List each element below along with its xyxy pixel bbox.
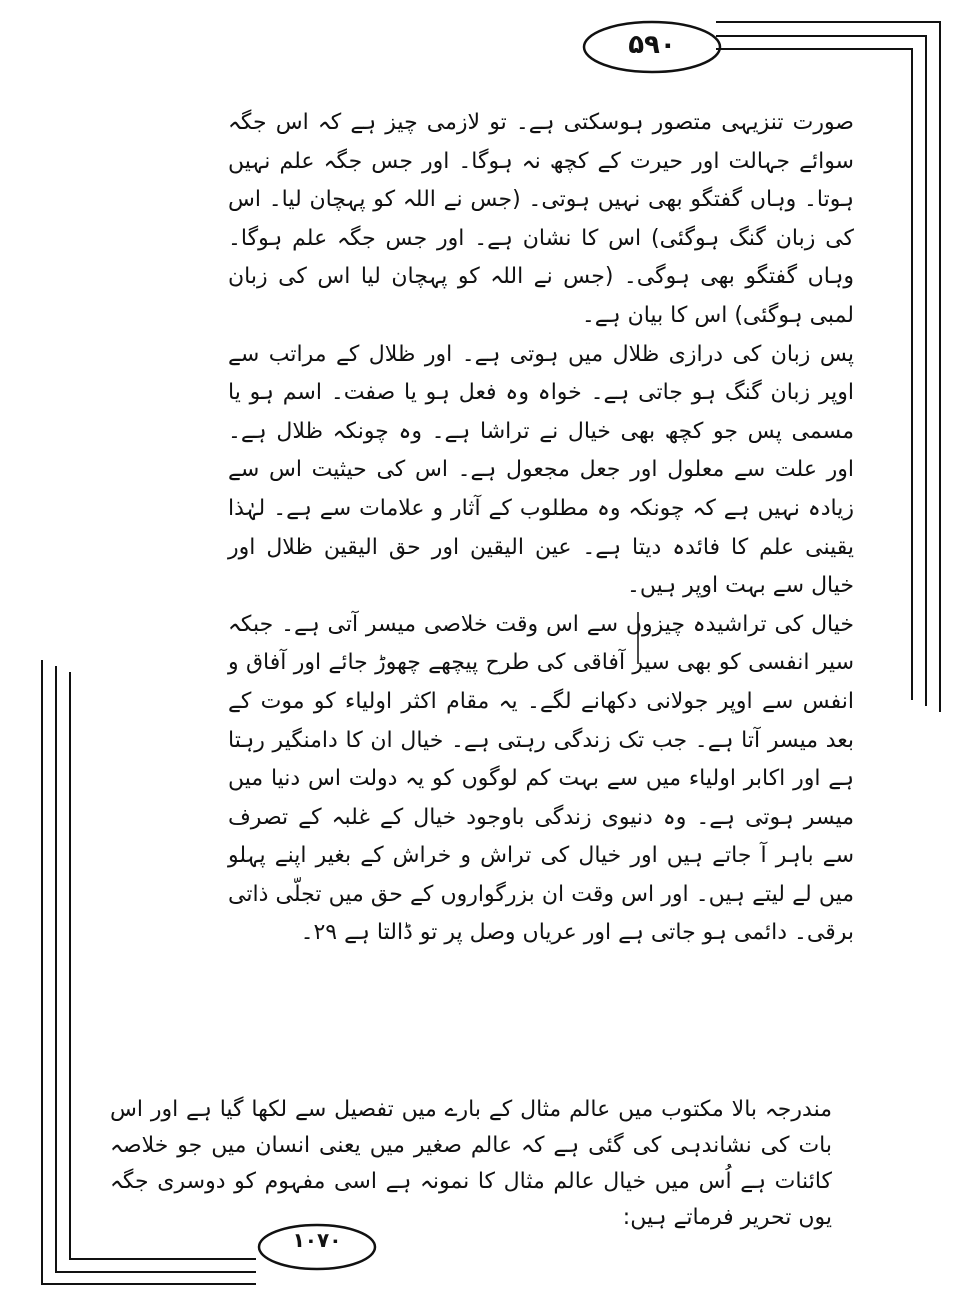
commentary-text-block bbox=[110, 1092, 832, 1236]
paragraph: خیال کی تراشیدہ چیزوں سے اس وقت خلاصی میسر آتی ہے۔ جبکہ سیر انفسی کو بھی سیر آفاقی کی طرح پیچھے چھوڑ جائے اور آفاق و انفس سے اوپر جولانی دکھانے لگے۔ یہ مقام اکثر اولیاء کو موت کے بعد میسر آتا ہے۔ جب تک زندگی رہتی ہے۔ خیال ان کا دامنگیر رہتا ہے اور اکابر اولیاء میں سے بہت کم لوگوں کو یہ دولت اس دنیا میں میسر ہوتی ہے۔ وہ دنیوی زندگی باوجود خیال کے غلبہ کے تصرف سے باہر آ جاتے ہیں اور خیال کی تراش و خراش کے بغیر اپنے پہلو میں لے لیتے ہیں۔ اور اس وقت ان بزرگواروں کے حق میں تجلّی ذاتی برقی۔ دائمی ہو جاتی ہے اور عریاں وصل پر تو ڈالتا ہے ۲۹۔ bbox=[228, 611, 854, 946]
page-number-top: ۵۹۰ bbox=[628, 30, 676, 60]
paragraph: صورت تنزیہی متصور ہوسکتی ہے۔ تو لازمی چیز ہے کہ اس جگہ سوائے جہالت اور حیرت کے کچھ نہ ہوگا۔ اور جس جگہ علم نہیں ہوتا۔ وہاں گفتگو بھی نہیں ہوتی۔ (جس نے اللہ کو پہچان لیا۔ اس کی زبان گنگ ہوگئی) اس کا نشان ہے۔ اور جس جگہ علم ہوگا۔ وہاں گفتگو بھی ہوگی۔ (جس نے اللہ کو پہچان لیا اس کی زبان لمبی ہوگئی) اس کا بیان ہے۔ bbox=[228, 110, 854, 328]
paragraph: مندرجہ بالا مکتوب میں عالم مثال کے بارے میں تفصیل سے لکھا گیا ہے اور اس بات کی نشاندہی کی گئی ہے کہ عالم صغیر میں یعنی انسان میں جو خلاصہ کائنات ہے اُس میں خیال عالم مثال کا نمونہ ہے اسی مفہوم کو دوسری جگہ یوں تحریر فرماتے ہیں: bbox=[110, 1097, 832, 1230]
paragraph: پس زبان کی درازی ظلال میں ہوتی ہے۔ اور ظلال کے مراتب سے اوپر زبان گنگ ہو جاتی ہے۔ خواہ وہ فعل ہو یا صفت۔ اسم ہو یا مسمی پس جو کچھ بھی خیال نے تراشا ہے۔ وہ چونکہ ظلال ہے۔ اور علت سے معلول اور جعل مجعول ہے۔ اس کی حیثیت اس سے زیادہ نہیں ہے کہ چونکہ وہ مطلوب کے آثار و علامات سے ہے۔ لہٰذا یقینی علم کا فائدہ دیتا ہے۔ عین الیقین اور حق الیقین ظلال اور خیال سے بہت اوپر ہیں۔ bbox=[228, 341, 854, 599]
page-number-bottom: ۱۰۷۰ bbox=[292, 1228, 342, 1252]
main-text-block bbox=[228, 104, 854, 953]
